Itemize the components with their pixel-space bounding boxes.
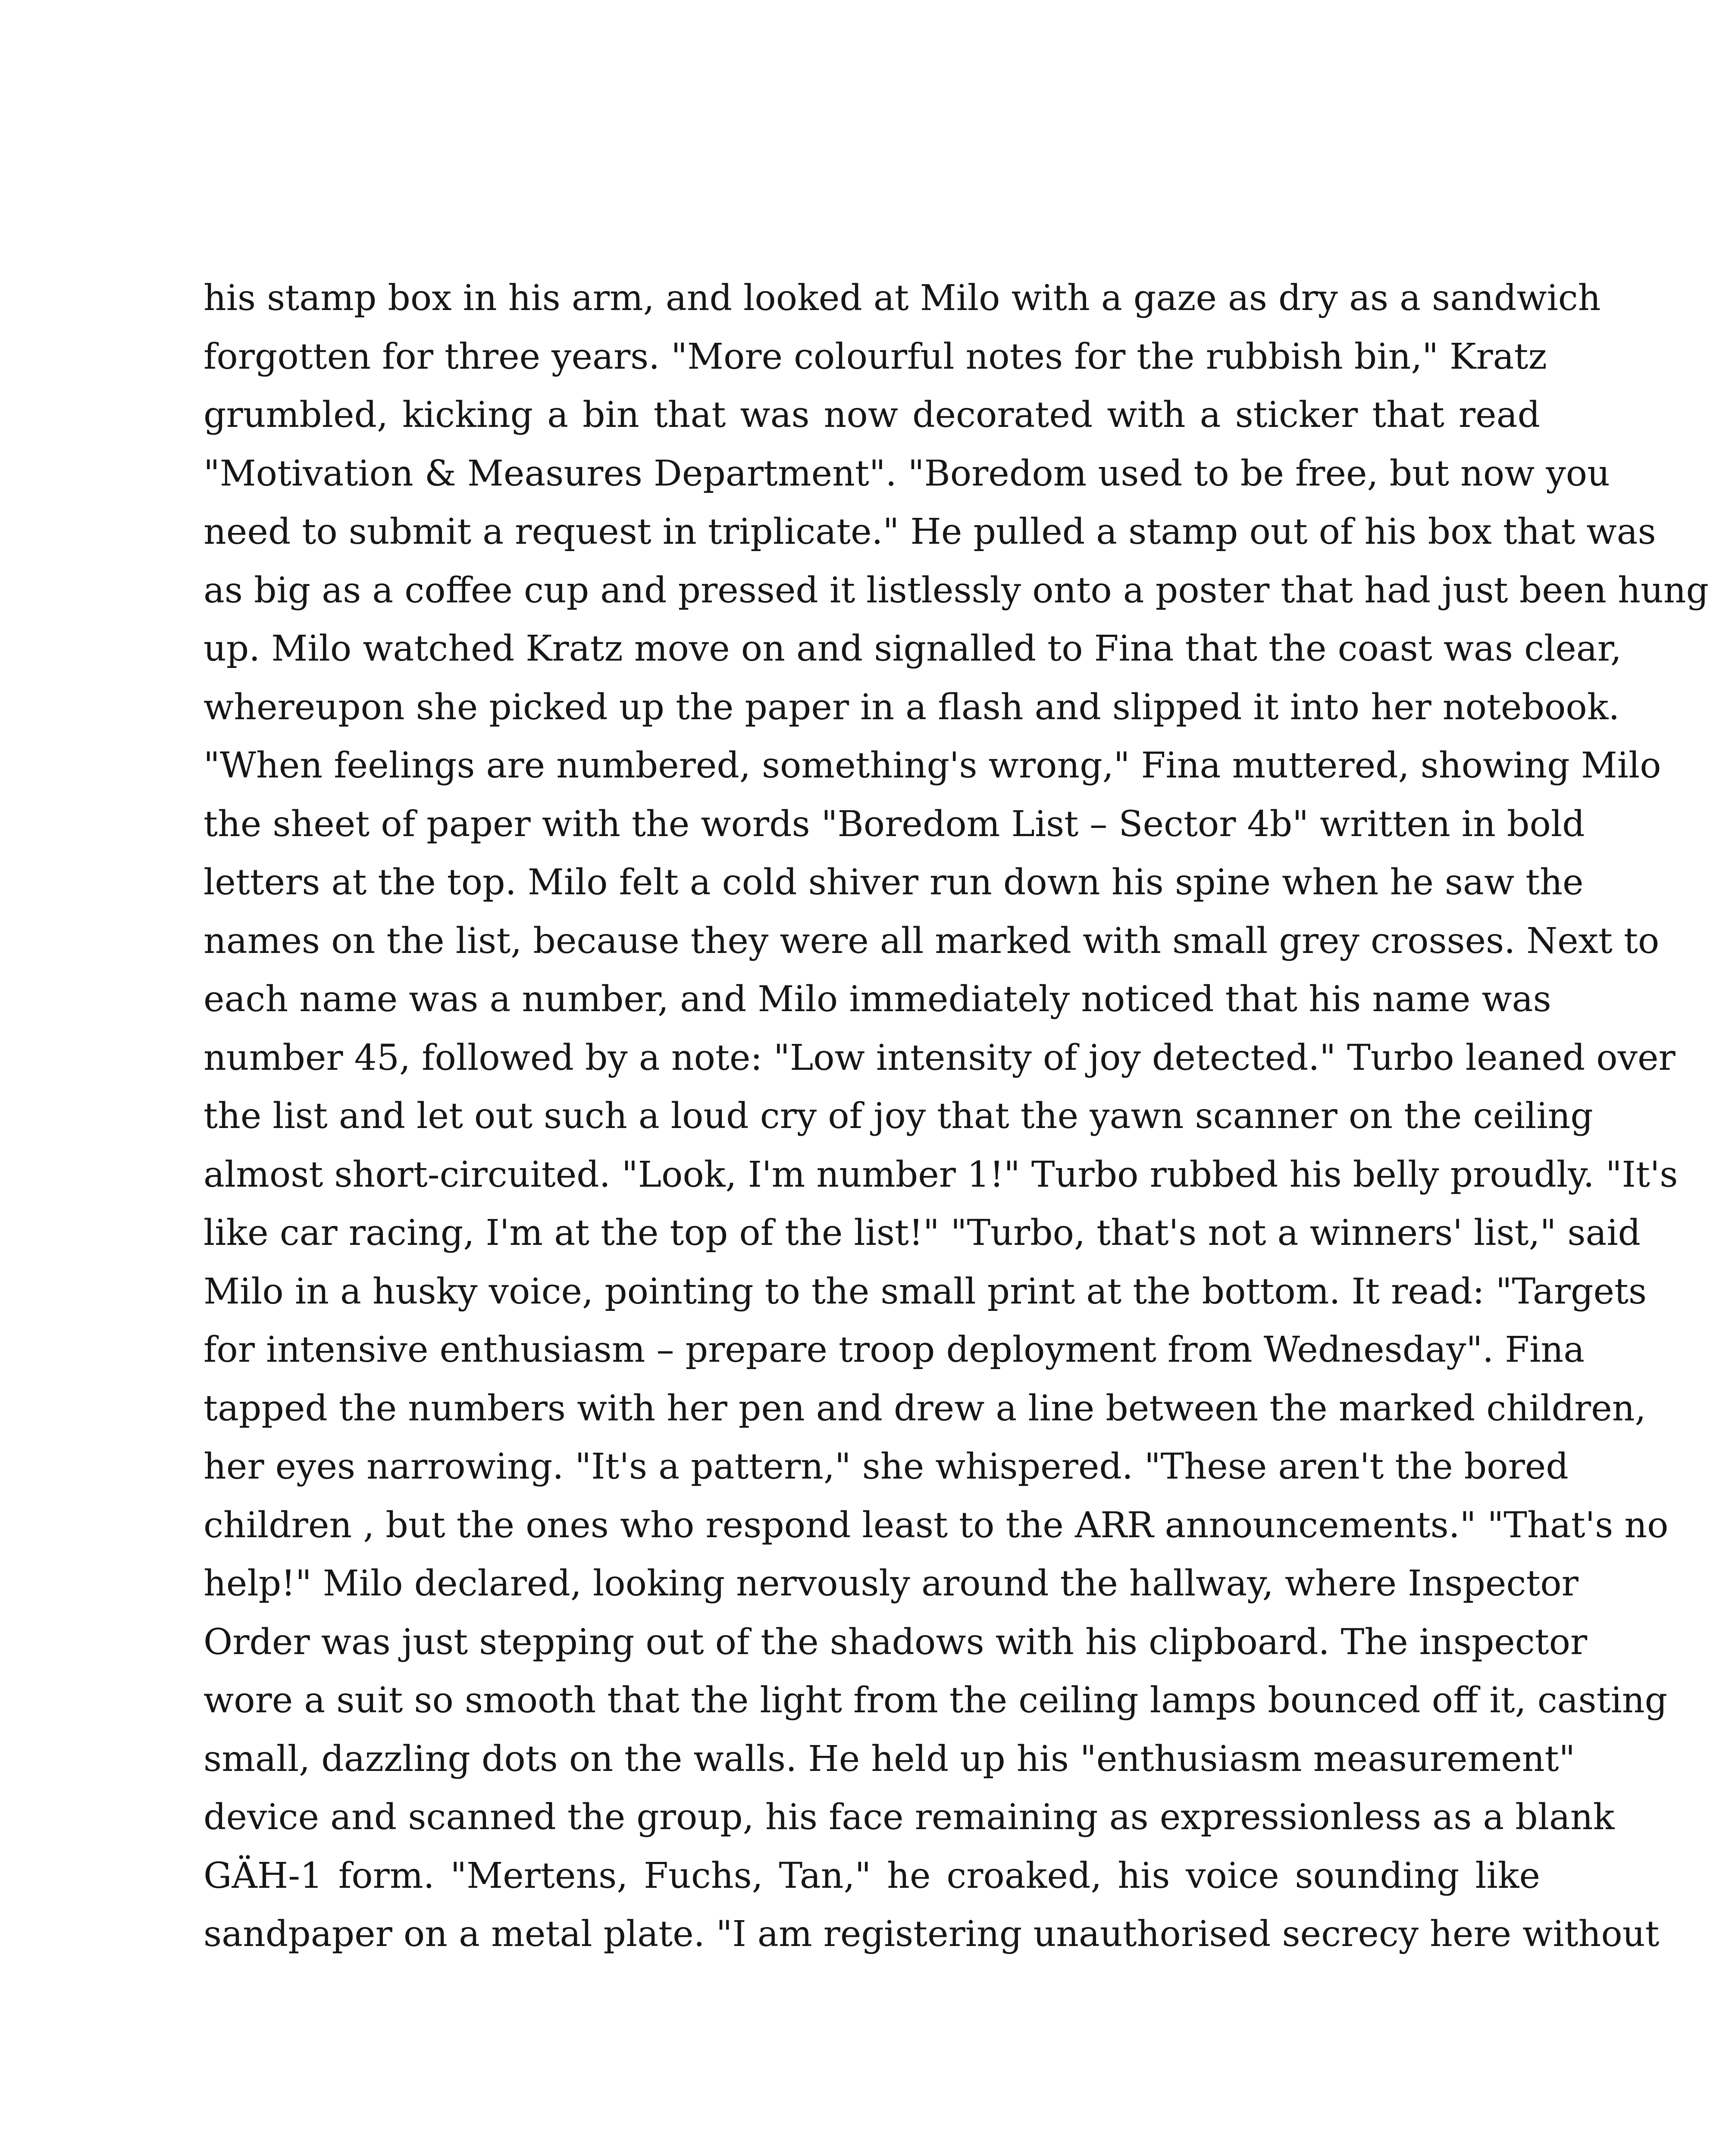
- text-line: help!" Milo declared, looking nervously around the hallway, where Inspector: [204, 1563, 1579, 1604]
- body-text: [204, 269, 1709, 1994]
- text-line: as big as a coffee cup and pressed it listlessly onto a poster that had just been hung: [204, 570, 1709, 611]
- text-line: "When feelings are numbered, something's wrong," Fina muttered, showing Milo: [204, 745, 1661, 786]
- text-line: number 45, followed by a note: "Low intensity of joy detected." Turbo leaned over: [204, 1037, 1676, 1078]
- text-line: small, dazzling dots on the walls. He held up his "enthusiasm measurement": [204, 1738, 1575, 1780]
- text-line: like car racing, I'm at the top of the list!" "Turbo, that's not a winners' list," said: [204, 1213, 1641, 1253]
- text-line: names on the list, because they were all marked with small grey crosses. Next to: [204, 920, 1660, 962]
- text-line: "Motivation & Measures Department". "Boredom used to be free, but now you: [204, 453, 1610, 494]
- text-line: grumbled, kicking a bin that was now decorated with a sticker that read: [204, 395, 1540, 436]
- text-line: GÄH-1 form. "Mertens, Fuchs, Tan," he croaked, his voice sounding like: [204, 1855, 1540, 1896]
- text-line: for intensive enthusiasm – prepare troop deployment from Wednesday". Fina: [204, 1329, 1585, 1370]
- text-line: Milo in a husky voice, pointing to the small print at the bottom. It read: "Targets: [204, 1271, 1647, 1312]
- text-line: wore a suit so smooth that the light from the ceiling lamps bounced off it, casting: [204, 1680, 1668, 1721]
- text-line: the sheet of paper with the words "Boredom List – Sector 4b" written in bold: [204, 803, 1585, 845]
- text-line: device and scanned the group, his face remaining as expressionless as a blank: [204, 1797, 1615, 1838]
- text-line: the list and let out such a loud cry of joy that the yawn scanner on the ceiling: [204, 1096, 1593, 1137]
- text-line: his stamp box in his arm, and looked at Milo with a gaze as dry as a sandwich: [204, 278, 1601, 319]
- text-line: Order was just stepping out of the shadows with his clipboard. The inspector: [204, 1621, 1588, 1663]
- text-line: forgotten for three years. "More colourful notes for the rubbish bin," Kratz: [204, 336, 1547, 377]
- text-line: her eyes narrowing. "It's a pattern," she whispered. "These aren't the bored: [204, 1446, 1569, 1487]
- text-line: sandpaper on a metal plate. "I am registering unauthorised secrecy here without: [204, 1914, 1660, 1955]
- text-line: need to submit a request in triplicate." He pulled a stamp out of his box that was: [204, 511, 1656, 552]
- text-line: almost short-circuited. "Look, I'm number 1!" Turbo rubbed his belly proudly. "It's: [204, 1154, 1678, 1195]
- text-line: each name was a number, and Milo immediately noticed that his name was: [204, 979, 1551, 1020]
- text-line: whereupon she picked up the paper in a flash and slipped it into her notebook.: [204, 686, 1620, 728]
- text-line: up. Milo watched Kratz move on and signalled to Fina that the coast was clear,: [204, 628, 1622, 669]
- text-line: children , but the ones who respond least to the ARR announcements." "That's no: [204, 1504, 1669, 1546]
- text-line: tapped the numbers with her pen and drew a line between the marked children,: [204, 1388, 1646, 1429]
- text-line: letters at the top. Milo felt a cold shiver run down his spine when he saw the: [204, 862, 1584, 903]
